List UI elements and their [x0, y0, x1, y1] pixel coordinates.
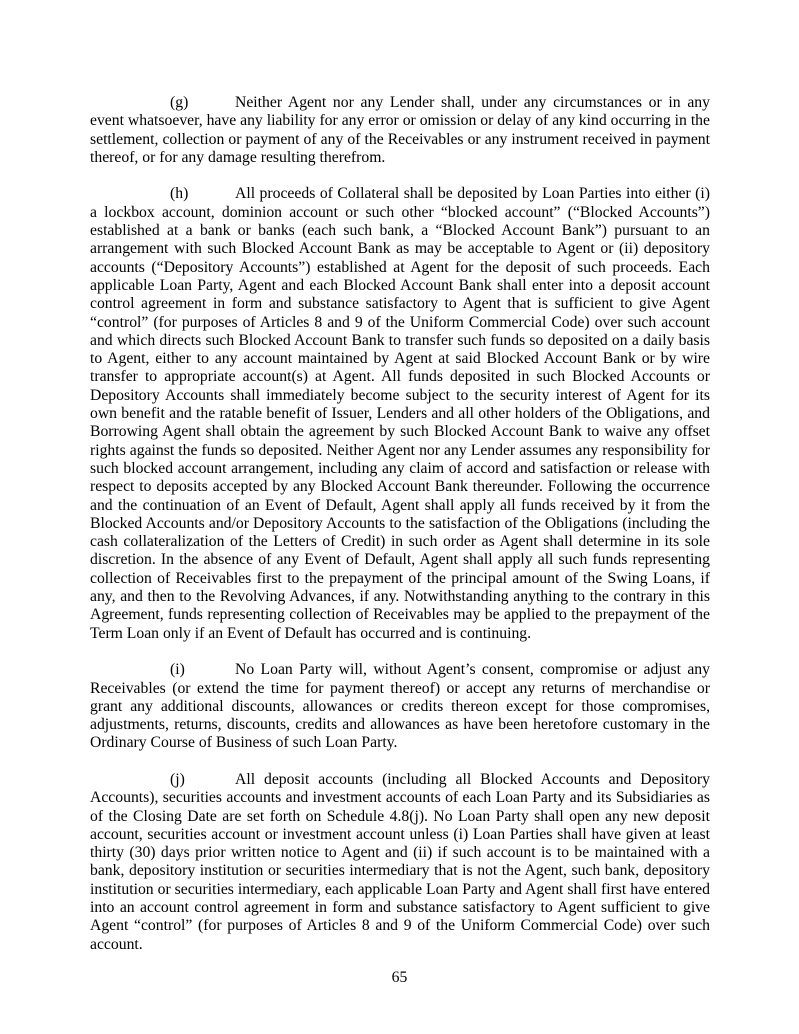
- paragraph-g-label: (g): [170, 94, 189, 111]
- paragraph-h-text: All proceeds of Collateral shall be deposited by Loan Parties into either (i) a lockbox account, dominion account or such other “blocked account” (“Blocked Accounts”) established at a bank or banks (each such bank, a “Blocked Account Bank”) pursuant to an arrangement with such Blocked Account Bank as may be acceptable to Agent or (ii) depository accounts (“Depository Accounts”) established at Agent for the deposit of such proceeds. Each applicable Loan Party, Agent and each Blocked Account Bank shall enter into a deposit account control agreement in form and substance satisfactory to Agent that is sufficient to give Agent “control” (for purposes of Articles 8 and 9 of the Uniform Commercial Code) over such account and which directs such Blocked Account Bank to transfer such funds so deposited on a daily basis to Agent, either to any account maintained by Agent at said Blocked Account Bank or by wire transfer to appropriate account(s) at Agent. All funds deposited in such Blocked Accounts or Depository Accounts shall immediately become subject to the security interest of Agent for its own benefit and the ratable benefit of Issuer, Lenders and all other holders of the Obligations, and Borrowing Agent shall obtain the agreement by such Blocked Account Bank to waive any offset rights against the funds so deposited. Neither Agent nor any Lender assumes any responsibility for such blocked account arrangement, including any claim of accord and satisfaction or release with respect to deposits accepted by any Blocked Account Bank thereunder. Following the occurrence and the continuation of an Event of Default, Agent shall apply all funds received by it from the Blocked Accounts and/or Depository Accounts to the satisfaction of the Obligations (including the cash collateralization of the Letters of Credit) in such order as Agent shall determine in its sole discretion. In the absence of any Event of Default, Agent shall apply all such funds representing collection of Receivables first to the prepayment of the principal amount of the Swing Loans, if any, and then to the Revolving Advances, if any. Notwithstanding anything to the contrary in this Agreement, funds representing collection of Receivables may be applied to the prepayment of the Term Loan only if an Event of Default has occurred and is continuing.: [90, 185, 710, 642]
- page-number: 65: [391, 969, 408, 986]
- paragraph-j-text: All deposit accounts (including all Blocked Accounts and Depository Accounts), securities accounts and investment accounts of each Loan Party and its Subsidiaries as of the Closing Date are set forth on Schedule 4.8(j). No Loan Party shall open any new deposit account, securities account or investment account unless (i) Loan Parties shall have given at least thirty (30) days prior written notice to Agent and (ii) if such account is to be maintained with a bank, depository institution or securities intermediary that is not the Agent, such bank, depository institution or securities intermediary, each applicable Loan Party and Agent shall first have entered into an account control agreement in form and substance satisfactory to Agent sufficient to give Agent “control” (for purposes of Articles 8 and 9 of the Uniform Commercial Code) over such account.: [90, 770, 710, 953]
- paragraph-j-label: (j): [170, 770, 185, 788]
- paragraph-i: [90, 661, 710, 752]
- paragraph-i-text: No Loan Party will, without Agent’s consent, compromise or adjust any Receivables (or extend the time for payment thereof) or accept any returns of merchandise or grant any additional discounts, allowances or credits thereon except for those compromises, adjustments, returns, discounts, credits and allowances as have been heretofore customary in the Ordinary Course of Business of such Loan Party.: [90, 661, 710, 752]
- paragraph-g: [90, 94, 710, 167]
- document-body: [90, 94, 710, 954]
- paragraph-i-label: (i): [170, 661, 185, 679]
- paragraph-j: [90, 771, 710, 954]
- paragraph-h: [90, 185, 710, 642]
- paragraph-h-label: (h): [170, 185, 189, 203]
- paragraph-g-text: Neither Agent nor any Lender shall, under any circumstances or in any event whatsoever, have any liability for any error or omission or delay of any kind occurring in the settlement, collection or payment of any of the Receivables or any instrument received in payment thereof, or for any damage resulting therefrom.: [90, 94, 710, 166]
